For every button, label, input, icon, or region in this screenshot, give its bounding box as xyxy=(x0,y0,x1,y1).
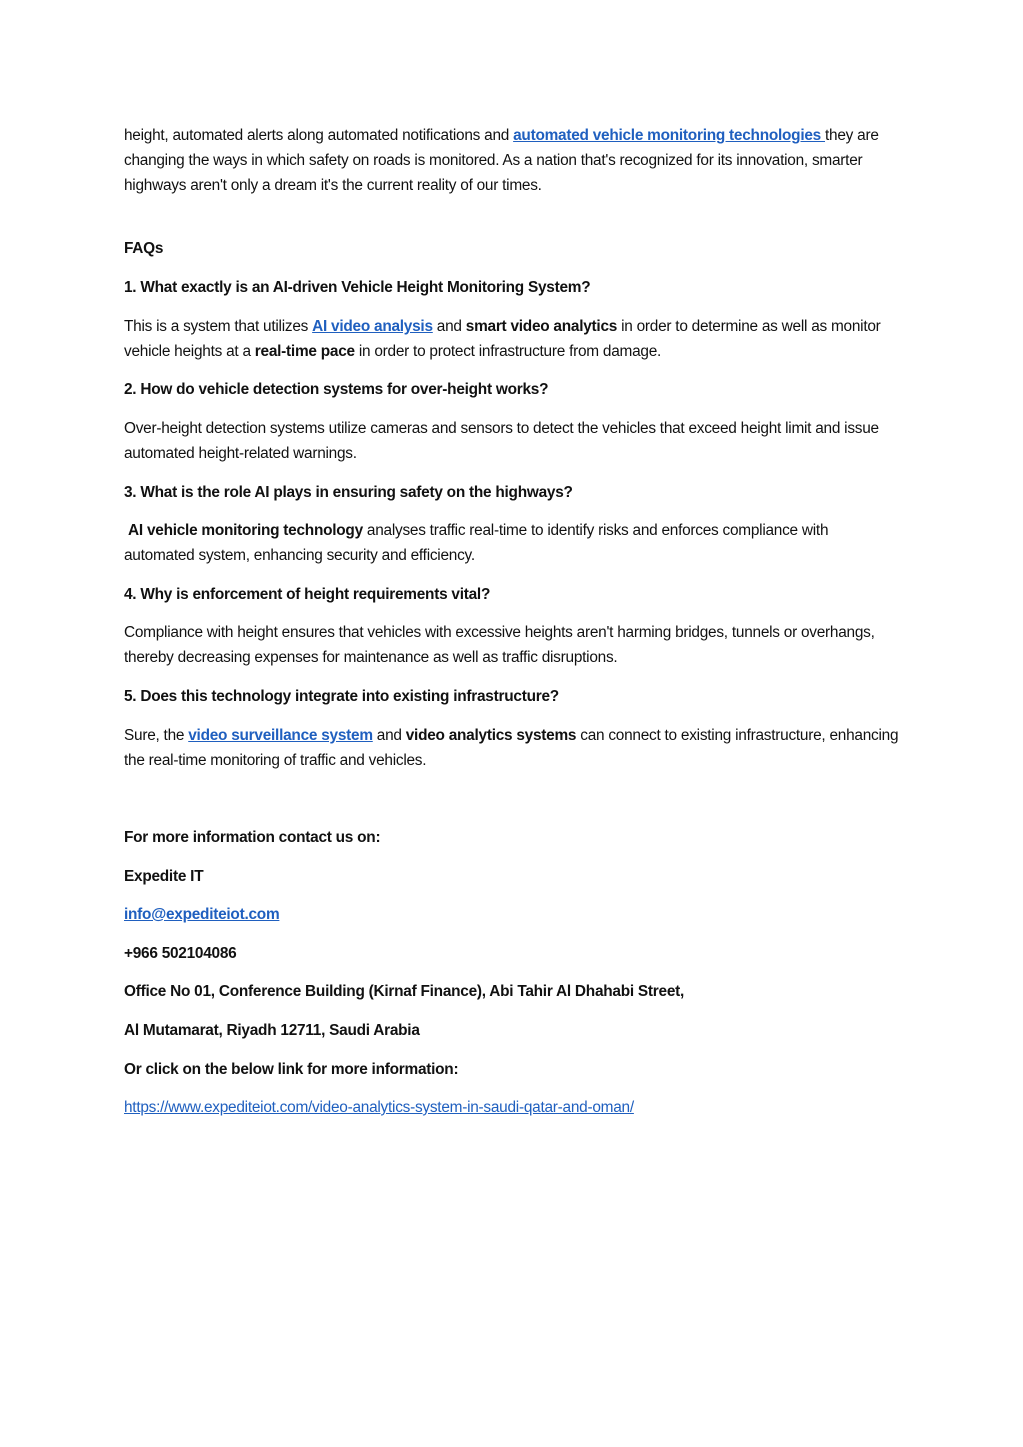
text: Compliance with height ensures that vehicles with excessive heights aren't harming bridges, tunnels or overhangs, thereby decreasing expenses for maintenance as well as traffic disruptions. xyxy=(124,624,875,666)
faq-answer-3 xyxy=(124,518,899,568)
company: Expedite IT xyxy=(124,868,204,885)
automated-vehicle-monitoring-link[interactable]: automated vehicle monitoring technologies xyxy=(513,127,826,144)
email-line xyxy=(124,902,899,927)
text: they are changing the ways in which safety on roads is monitored. As a nation that's recognized for its innovation, smarter highways aren't only a dream it's the current reality of our times. xyxy=(124,127,879,194)
text: in order to determine as well as monitor vehicle heights at a xyxy=(124,318,881,360)
faq-question-5 xyxy=(124,684,899,709)
text: analyses traffic real-time to identify risks and enforces compliance with automated system, enhancing security and efficiency. xyxy=(124,522,833,564)
text: and xyxy=(372,727,406,744)
faq-question-1 xyxy=(124,275,899,300)
contact-heading xyxy=(124,825,899,850)
address-line-2 xyxy=(124,1018,899,1043)
phone: +966 502104086 xyxy=(124,945,237,962)
question: 4. Why is enforcement of height requirements vital? xyxy=(124,586,491,603)
link-prompt xyxy=(124,1057,899,1082)
heading: FAQs xyxy=(124,240,164,257)
prompt: Or click on the below link for more information: xyxy=(124,1061,459,1078)
question: 5. Does this technology integrate into existing infrastructure? xyxy=(124,688,559,705)
faqs-heading xyxy=(124,236,899,261)
text: in order to protect infrastructure from damage. xyxy=(354,343,662,360)
text: Over-height detection systems utilize cameras and sensors to detect the vehicles that exceed height limit and issue automated height-related warnings. xyxy=(124,420,879,462)
text: Sure, the xyxy=(124,727,189,744)
phone-line xyxy=(124,941,899,966)
address: Office No 01, Conference Building (Kirnaf Finance), Abi Tahir Al Dhahabi Street, xyxy=(124,983,685,1000)
text: and xyxy=(432,318,466,335)
text: This is a system that utilizes xyxy=(124,318,313,335)
intro-paragraph xyxy=(124,123,899,198)
bold-text: real-time pace xyxy=(254,343,355,360)
ai-video-analysis-link[interactable]: AI video analysis xyxy=(312,318,433,335)
bold-text: AI vehicle monitoring technology xyxy=(124,522,363,539)
faq-answer-4 xyxy=(124,620,899,670)
faq-answer-2 xyxy=(124,416,899,466)
faq-question-4 xyxy=(124,582,899,607)
question: 2. How do vehicle detection systems for over-height works? xyxy=(124,381,549,398)
text: height, automated alerts along automated notifications and xyxy=(124,127,514,144)
company-name xyxy=(124,864,899,889)
address-line-1 xyxy=(124,979,899,1004)
website-link[interactable]: https://www.expediteiot.com/video-analytics-system-in-saudi-qatar-and-oman/ xyxy=(124,1099,634,1116)
question: 3. What is the role AI plays in ensuring safety on the highways? xyxy=(124,484,573,501)
heading: For more information contact us on: xyxy=(124,829,381,846)
faq-question-2 xyxy=(124,377,899,402)
email-link[interactable]: info@expediteiot.com xyxy=(124,906,280,923)
faq-answer-1 xyxy=(124,314,899,364)
address: Al Mutamarat, Riyadh 12711, Saudi Arabia xyxy=(124,1022,420,1039)
text: can connect to existing infrastructure, enhancing the real-time monitoring of traffic and vehicles. xyxy=(124,727,899,769)
bold-text: video analytics systems xyxy=(405,727,577,744)
faq-answer-5 xyxy=(124,723,899,773)
bold-text: smart video analytics xyxy=(465,318,618,335)
video-surveillance-system-link[interactable]: video surveillance system xyxy=(188,727,373,744)
url-line xyxy=(124,1095,899,1120)
faq-question-3 xyxy=(124,480,899,505)
question: 1. What exactly is an AI-driven Vehicle Height Monitoring System? xyxy=(124,279,591,296)
